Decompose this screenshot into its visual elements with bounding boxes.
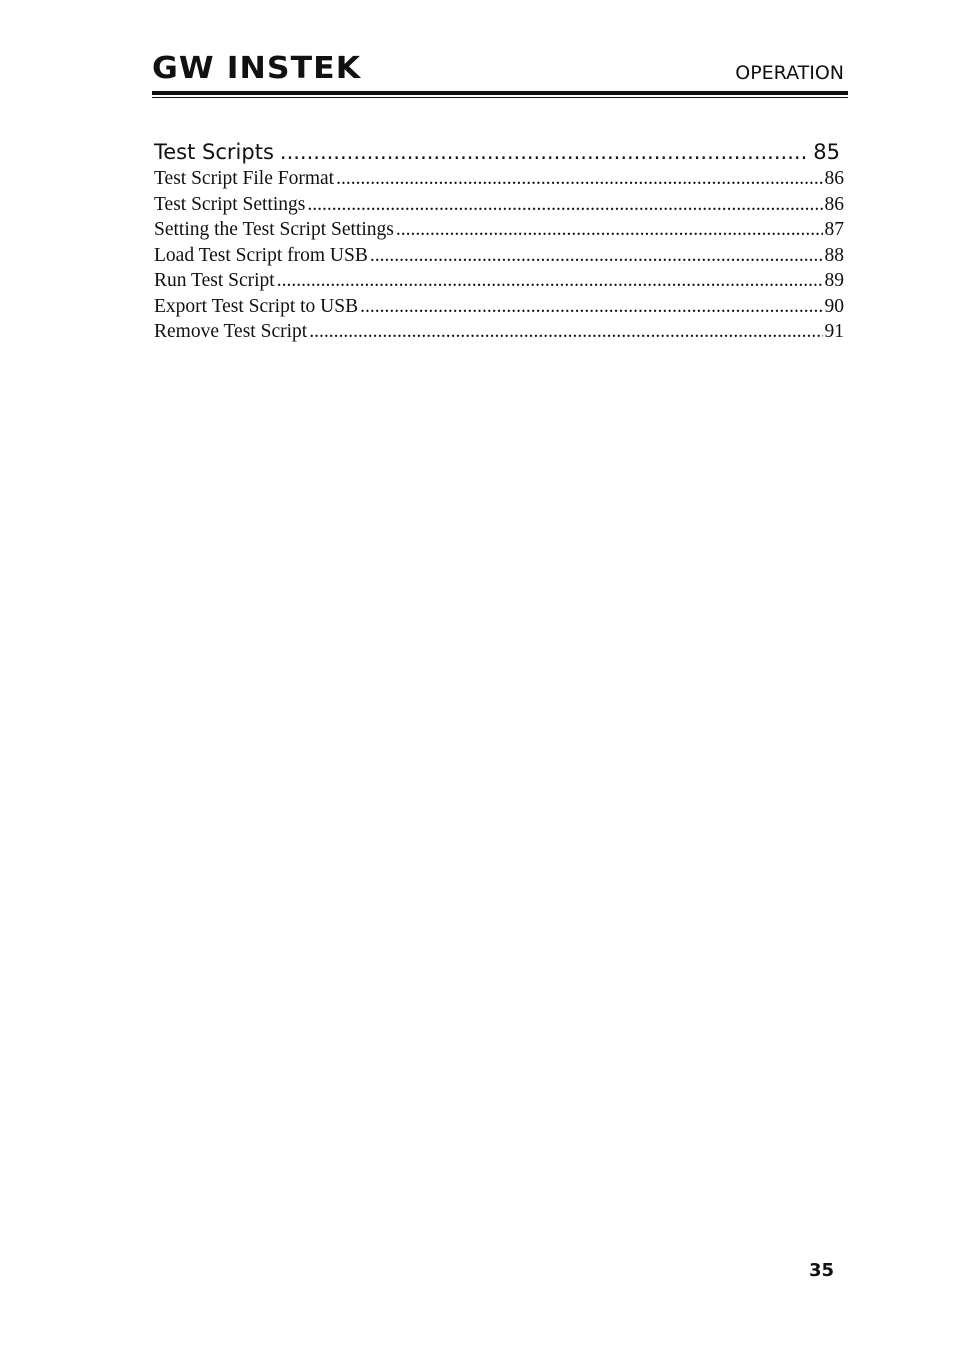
page-number: 35 bbox=[808, 1260, 834, 1281]
toc-heading[interactable] bbox=[154, 138, 840, 166]
toc-entry-title: Test Script File Format bbox=[154, 168, 335, 189]
toc-leader-dots bbox=[280, 138, 807, 166]
toc-entry-page: 89 bbox=[824, 270, 844, 291]
table-of-contents bbox=[154, 138, 844, 345]
toc-entry-title: Load Test Script from USB bbox=[154, 244, 368, 266]
toc-entry-title: Remove Test Script bbox=[154, 321, 308, 342]
toc-entry-test-script-settings[interactable] bbox=[154, 192, 844, 218]
toc-heading-page: 85 bbox=[813, 140, 840, 164]
toc-entry-load-test-script-from-usb[interactable] bbox=[154, 243, 844, 269]
toc-entry-page: 91 bbox=[824, 321, 844, 342]
toc-leader-dots bbox=[396, 217, 823, 243]
toc-entry-test-script-file-format[interactable] bbox=[154, 166, 844, 192]
header-rule-thick bbox=[152, 91, 848, 95]
toc-leader-dots bbox=[277, 268, 823, 294]
page-header bbox=[152, 52, 848, 100]
toc-leader-dots bbox=[360, 294, 822, 320]
toc-entry-export-test-script-to-usb[interactable] bbox=[154, 294, 844, 320]
toc-entry-page: 86 bbox=[824, 168, 844, 189]
toc-entry-title: Run Test Script bbox=[154, 270, 275, 291]
gw-instek-logo: GW INSTEK bbox=[152, 51, 362, 86]
toc-entry-page: 88 bbox=[824, 244, 844, 266]
toc-entry-remove-test-script[interactable] bbox=[154, 319, 844, 345]
toc-leader-dots bbox=[336, 166, 822, 192]
toc-entry-page: 90 bbox=[824, 295, 844, 317]
toc-entry-title: Setting the Test Script Settings bbox=[154, 219, 394, 240]
toc-entry-page: 87 bbox=[824, 219, 844, 240]
toc-entry-title: Test Script Settings bbox=[154, 193, 306, 215]
toc-entry-page: 86 bbox=[824, 193, 844, 215]
toc-entry-setting-the-test-script-settings[interactable] bbox=[154, 217, 844, 243]
toc-entry-run-test-script[interactable] bbox=[154, 268, 844, 294]
toc-leader-dots bbox=[370, 243, 823, 269]
header-rule-thin bbox=[152, 97, 848, 98]
section-label: OPERATION bbox=[735, 62, 844, 84]
toc-leader-dots bbox=[309, 319, 822, 345]
toc-heading-title: Test Scripts bbox=[154, 140, 274, 164]
toc-entry-title: Export Test Script to USB bbox=[154, 295, 359, 317]
toc-leader-dots bbox=[307, 192, 822, 218]
